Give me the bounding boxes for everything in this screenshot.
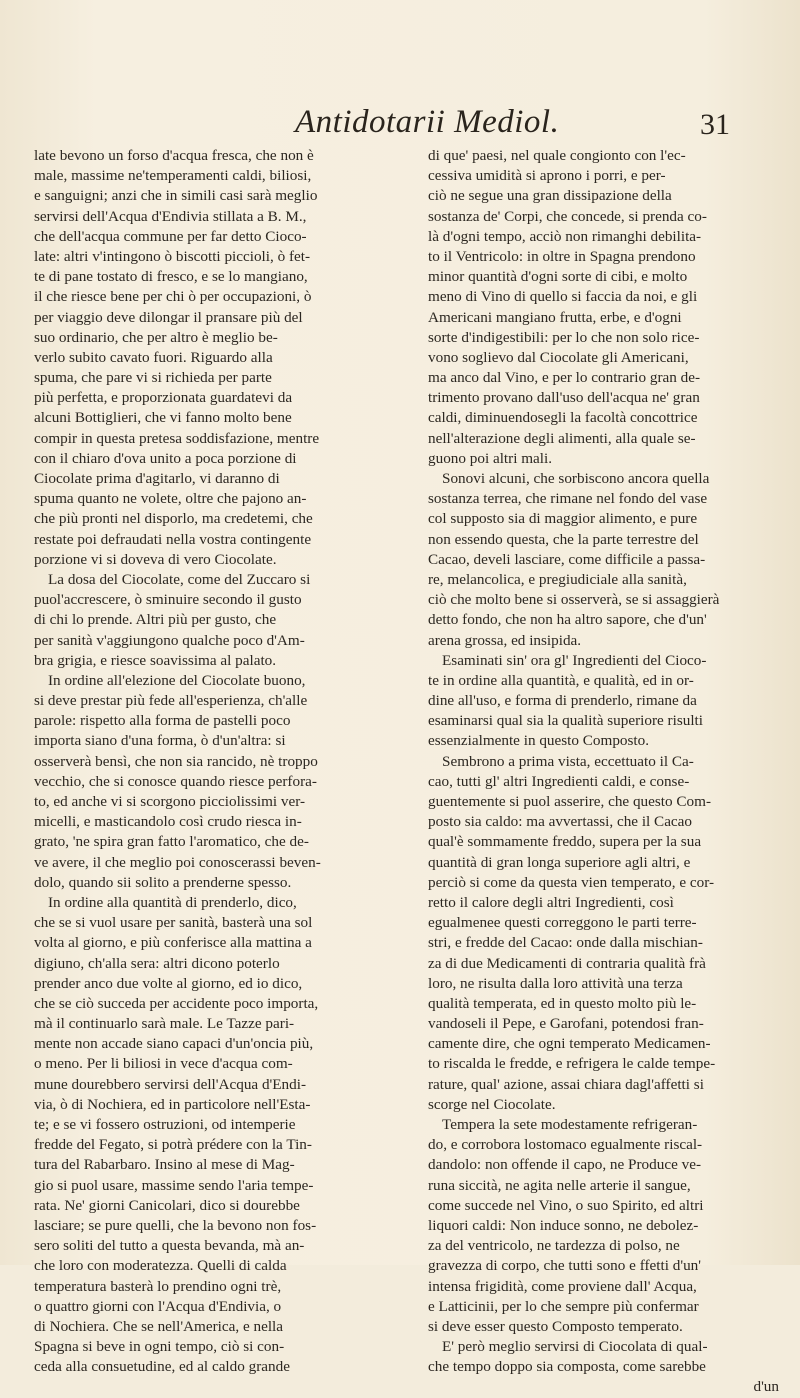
text-line: guono poi altri mali. bbox=[428, 449, 553, 467]
text-line: o meno. Per li biliosi in vece d'acqua com- bbox=[34, 1055, 293, 1073]
text-line: Esaminati sin' ora gl' Ingredienti del Cioco- bbox=[442, 651, 707, 669]
text-line: importa siano d'una forma, ò d'un'altra: si bbox=[34, 732, 286, 750]
text-line: o quattro giorni con l'Acqua d'Endivia, o bbox=[34, 1297, 282, 1315]
text-line: e sanguigni; anzi che in simili casi sarà meglio bbox=[34, 187, 318, 205]
text-line: si deve esser questo Composto temperato. bbox=[428, 1317, 683, 1335]
text-line: quantità di gran longa superiore agli altri, e bbox=[428, 853, 691, 871]
text-line: liquori caldi: Non induce sonno, ne debolez- bbox=[428, 1216, 699, 1234]
text-line: parole: rispetto alla forma de pastelli poco bbox=[34, 712, 291, 730]
text-line: con il chiaro d'ova unito a poca porzione di bbox=[34, 449, 297, 467]
text-line: spuma quanto ne volete, oltre che pajono an- bbox=[34, 490, 307, 508]
text-line: za di due Medicamenti di contraria qualità frà bbox=[428, 954, 706, 972]
text-line: re, melancolica, e pregiudiciale alla sanità, bbox=[428, 570, 687, 588]
text-line: cessiva umidità si aprono i porri, e per- bbox=[428, 167, 666, 185]
text-line: volta al giorno, e più conferisce alla mattina a bbox=[34, 934, 312, 952]
text-line: stri, e fredde del Cacao: onde dalla mischian- bbox=[428, 934, 703, 952]
text-line: bra grigia, e riesce soavissima al palato. bbox=[34, 651, 277, 669]
text-line: Cacao, develi lasciare, come difficile a passa- bbox=[428, 550, 706, 568]
text-line: dandolo: non offende il capo, ne Produce ve- bbox=[428, 1156, 702, 1174]
page-number: 31 bbox=[700, 108, 730, 141]
text-line: rature, qual' azione, assai chiara dagl'affetti si bbox=[428, 1075, 704, 1093]
text-line: vono soglievo dal Ciocolate gli Americani, bbox=[428, 348, 689, 366]
text-line: compir in questa pretesa soddisfazione, mentre bbox=[34, 429, 320, 447]
text-line: Tempera la sete modestamente refrigeran- bbox=[442, 1116, 698, 1133]
text-line: In ordine all'elezione del Ciocolate buono, bbox=[48, 671, 306, 689]
right-text-column bbox=[428, 146, 785, 1398]
text-line: cao, tutti gl' altri Ingredienti caldi, e conse- bbox=[428, 772, 690, 790]
text-line: col supposto sia di maggior alimento, e pure bbox=[428, 510, 698, 528]
text-line: che se si vuol usare per sanità, basterà una sol bbox=[34, 914, 313, 932]
text-line: non essendo questa, che la parte terrestre del bbox=[428, 530, 699, 548]
text-line: osserverà bensì, che non sia rancido, nè troppo bbox=[34, 752, 318, 770]
text-line: Ciocolate prima d'agitarlo, vi daranno di bbox=[34, 470, 280, 487]
text-line: puol'accrescere, ò sminuire secondo il gusto bbox=[34, 591, 302, 609]
text-line: te in ordine alla quantità, e qualità, ed in or- bbox=[428, 671, 694, 689]
text-line: te; e se vi fossero ostruzioni, od intemperie bbox=[34, 1116, 296, 1133]
text-line: arena grossa, ed insipida. bbox=[428, 631, 582, 649]
text-line: sostanza de' Corpi, che concede, si prenda co- bbox=[428, 207, 707, 225]
text-line: tura del Rabarbaro. Insino al mese di Mag- bbox=[34, 1156, 295, 1174]
text-line: to riscalda le fredde, e refrigera le calde tempe- bbox=[428, 1055, 716, 1073]
text-line: che tempo doppo sia composta, come sarebbe bbox=[428, 1358, 706, 1376]
text-line: In ordine alla quantità di prenderlo, dico, bbox=[48, 893, 297, 911]
text-line: si deve prestar più fede all'esperienza, ch'alle bbox=[34, 692, 308, 710]
text-line: to il Ventricolo: in oltre in Spagna prendono bbox=[428, 247, 696, 265]
text-line: male, massime ne'temperamenti caldi, biliosi, bbox=[34, 167, 312, 185]
text-line: vecchio, che si conosce quando riesce perfora- bbox=[34, 772, 317, 790]
text-line: grato, 'ne spira gran fatto l'aromatico, che de- bbox=[34, 833, 309, 851]
text-line: sorte d'indigestibili: per lo che non solo rice- bbox=[428, 328, 700, 346]
text-line: late bevono un forso d'acqua fresca, che non è bbox=[34, 147, 314, 164]
text-line: Spagna si beve in ogni tempo, ciò si con- bbox=[34, 1338, 285, 1356]
text-line: essenzialmente in questo Composto. bbox=[428, 732, 650, 750]
text-line: mà il continuarlo sarà male. Le Tazze pari- bbox=[34, 1015, 295, 1033]
text-line: di que' paesi, nel quale congionto con l'ec- bbox=[428, 147, 686, 164]
text-line: do, e corrobora lostomaco egualmente riscal- bbox=[428, 1136, 703, 1154]
text-line: rata. Ne' giorni Canicolari, dico si dourebbe bbox=[34, 1196, 300, 1214]
text-line: ve avere, il che meglio poi conoscerassi beven- bbox=[34, 853, 321, 871]
text-line: ciò che molto bene si osserverà, se si assaggierà bbox=[428, 591, 720, 609]
running-title: Antidotarii Mediol. bbox=[295, 104, 560, 140]
text-line: posto sia caldo: ma avvertassi, che il Cacao bbox=[428, 813, 693, 831]
text-line: dine all'uso, e forma di prenderlo, rimane da bbox=[428, 692, 697, 710]
text-line: gio si puol usare, massime sendo l'aria tempe- bbox=[34, 1176, 314, 1194]
text-line: più perfetta, e proporzionata guardatevi da bbox=[34, 389, 293, 407]
text-line: esaminarsi qual sia la qualità superiore risulti bbox=[428, 712, 703, 730]
text-line: là d'ogni tempo, acciò non rimanghi debilita- bbox=[428, 227, 702, 245]
text-line: vandoseli il Pepe, e Garofani, potendosi fran- bbox=[428, 1015, 704, 1033]
text-line: spuma, che pare vi si richieda per parte bbox=[34, 369, 272, 387]
text-line: late: altri v'intingono ò biscotti piccioli, ò fet- bbox=[34, 247, 311, 265]
text-line: suo ordinario, che per altro è meglio be- bbox=[34, 328, 278, 346]
text-line: qualità temperata, ed in questo molto più le- bbox=[428, 994, 697, 1012]
text-line: meno di Vino di quello si faccia da noi, e gli bbox=[428, 288, 698, 306]
text-line: che loro con moderatezza. Quelli di calda bbox=[34, 1257, 287, 1275]
text-line: dolo, quando sii solito a prenderne spesso. bbox=[34, 873, 292, 891]
text-line: perciò si come da questa vien temperato, e cor- bbox=[428, 873, 715, 891]
text-line: te di pane tostato di fresco, e se lo mangiano, bbox=[34, 268, 308, 286]
text-line: fredde del Fegato, si potrà prédere con la Tin- bbox=[34, 1136, 312, 1154]
text-line: intensa frigidità, come proviene dall' Acqua, bbox=[428, 1277, 697, 1295]
text-line: via, ò di Nochiera, ed in particolore nell'Esta- bbox=[34, 1095, 311, 1113]
text-line: trimento provano dall'uso dell'acqua ne' gran bbox=[428, 389, 700, 407]
text-line: che se ciò succeda per accidente poco importa, bbox=[34, 994, 319, 1012]
text-line: restate poi defraudati nella vostra contingente bbox=[34, 530, 312, 548]
text-line: come succede nel Vino, o suo Spirito, ed altri bbox=[428, 1196, 704, 1214]
text-line: detto fondo, che non ha altro sapore, che d'un' bbox=[428, 611, 707, 629]
text-line: che più pronti nel disporlo, ma credetemi, che bbox=[34, 510, 313, 528]
text-line: caldi, diminuendosegli la facoltà concottrice bbox=[428, 409, 698, 427]
running-head bbox=[0, 100, 800, 144]
text-line: nell'alterazione degli alimenti, alla quale se- bbox=[428, 429, 696, 447]
text-line: Sonovi alcuni, che sorbiscono ancora quella bbox=[442, 470, 710, 487]
text-line: il che riesce bene per chi ò per occupazioni, ò bbox=[34, 288, 312, 306]
text-line: di chi lo prende. Altri più per gusto, che bbox=[34, 611, 277, 629]
text-line: egualmenee questi correggono le parti terre- bbox=[428, 914, 697, 932]
text-line: lasciare; se pure quelli, che la bevono non fos- bbox=[34, 1216, 317, 1234]
text-line: mune dourebbero servirsi dell'Acqua d'Endi- bbox=[34, 1075, 307, 1093]
text-line: per viaggio deve dilongar il pransare più del bbox=[34, 308, 303, 326]
text-line: alcuni Bottiglieri, che vi fanno molto bene bbox=[34, 409, 292, 427]
text-line: Americani mangiano frutta, erbe, e d'ogni bbox=[428, 308, 682, 326]
text-line: ciò ne segue una gran dissipazione della bbox=[428, 187, 672, 205]
text-line: che dell'acqua commune per far detto Cioco- bbox=[34, 227, 307, 245]
text-line: micelli, e masticandolo così crudo riesca in- bbox=[34, 813, 302, 831]
text-line: Sembrono a prima vista, eccettuato il Ca- bbox=[442, 752, 694, 770]
text-line: minor quantità d'ogni sorte di cibi, e molto bbox=[428, 268, 688, 286]
text-line: mente non accade siano capaci d'un'oncia più, bbox=[34, 1035, 314, 1053]
text-line: gravezza di corpo, che tutti sono e ffetti d'un' bbox=[428, 1257, 701, 1275]
text-line: digiuno, ch'alla sera: altri dicono poterlo bbox=[34, 954, 280, 972]
text-line: per sanità v'aggiungono qualche poco d'Am- bbox=[34, 631, 305, 649]
text-line: verlo subito cavato fuori. Riguardo alla bbox=[34, 348, 273, 366]
text-line: E' però meglio servirsi di Ciocolata di qual- bbox=[442, 1338, 708, 1356]
text-line: servirsi dell'Acqua d'Endivia stillata a B. M., bbox=[34, 207, 307, 225]
text-line: La dosa del Ciocolate, come del Zuccaro si bbox=[48, 570, 311, 588]
text-line: scorge nel Ciocolate. bbox=[428, 1095, 556, 1113]
text-line: qual'è sommamente freddo, supera per la sua bbox=[428, 833, 702, 851]
text-line: camente dire, che ogni temperato Medicamen- bbox=[428, 1035, 711, 1053]
text-line: runa siccità, ne agita nelle arterie il sangue, bbox=[428, 1176, 691, 1194]
text-line: za del ventricolo, ne tardezza di polso, ne bbox=[428, 1237, 680, 1255]
text-line: temperatura basterà lo prendino ogni trè, bbox=[34, 1277, 282, 1295]
text-line: porzione vi si doveva di vero Ciocolate. bbox=[34, 550, 277, 568]
text-line: retto il calore degli altri Ingredienti, così bbox=[428, 893, 674, 911]
text-line: guentemente si puol asserire, che questo Com- bbox=[428, 793, 712, 810]
text-line: d'un bbox=[753, 1378, 779, 1396]
left-text-column bbox=[34, 146, 390, 1377]
text-line: sostanza terrea, che rimane nel fondo del vase bbox=[428, 490, 708, 508]
text-line: to, ed anche vi si scorgono picciolissimi ver- bbox=[34, 793, 306, 810]
text-line: di Nochiera. Che se nell'America, e nella bbox=[34, 1317, 284, 1335]
text-line: sero soliti del tutto a questa bevanda, mà an- bbox=[34, 1237, 305, 1255]
text-line: ma anco dal Vino, e per lo contrario gran de- bbox=[428, 369, 701, 387]
text-line: prender anco due volte al giorno, ed io dico, bbox=[34, 974, 303, 992]
text-line: e Latticinii, per lo che sempre più confermar bbox=[428, 1297, 699, 1315]
text-line: loro, ne risulta dalla loro attività una terza bbox=[428, 974, 683, 992]
text-line: ceda alla consuetudine, ed al caldo grande bbox=[34, 1358, 290, 1376]
